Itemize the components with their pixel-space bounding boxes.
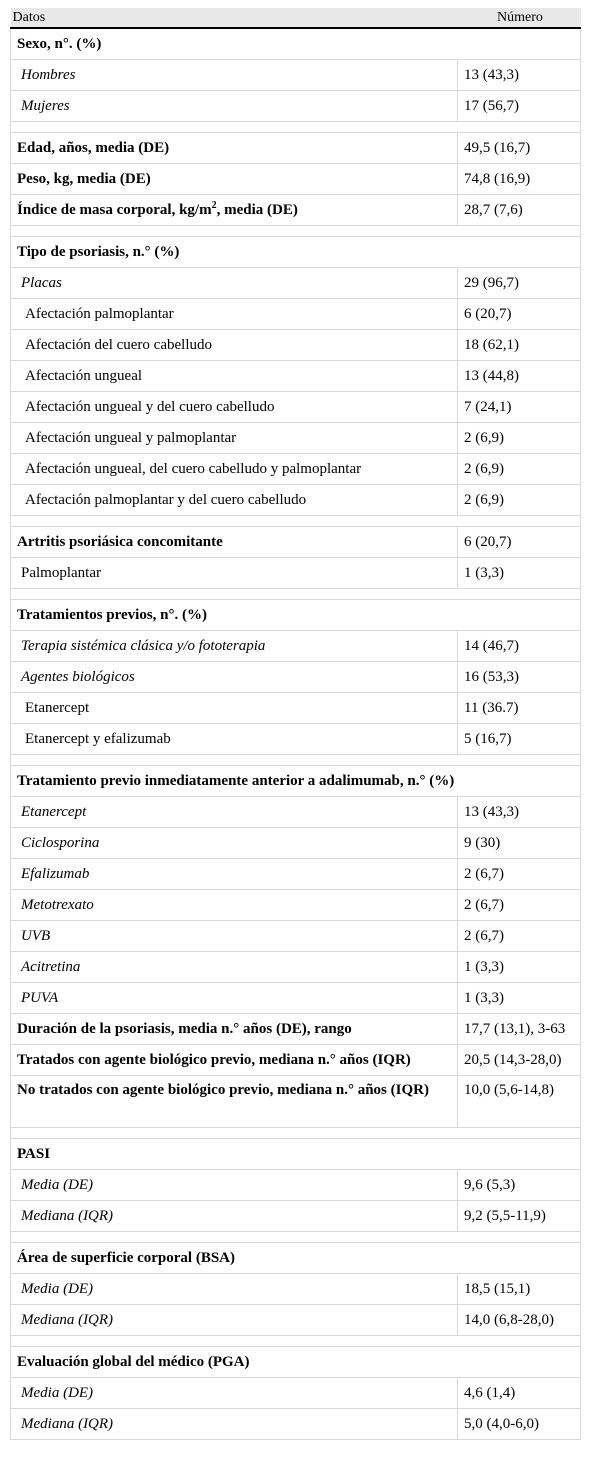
column-header-numero: Número [458, 8, 581, 28]
table-row [11, 558, 581, 589]
row-label: Afectación ungueal y del cuero cabelludo [11, 392, 458, 423]
row-label-text: Índice de masa corporal, kg/m [17, 202, 212, 218]
table-row [11, 1409, 581, 1440]
row-value: 6 (20,7) [458, 527, 581, 558]
spacer-cell [11, 122, 581, 133]
row-label: Afectación ungueal y palmoplantar [11, 423, 458, 454]
table-body [11, 28, 581, 1440]
section-header: Sexo, n°. (%) [11, 28, 581, 60]
row-label: Afectación del cuero cabelludo [11, 330, 458, 361]
row-label: No tratados con agente biológico previo, mediana n.° años (IQR) [11, 1076, 458, 1128]
table-row [11, 1201, 581, 1232]
row-value: 9,2 (5,5-11,9) [458, 1201, 581, 1232]
spacer-cell [11, 589, 581, 600]
row-value: 1 (3,3) [458, 558, 581, 589]
spacer-row [11, 122, 581, 133]
spacer-row [11, 516, 581, 527]
row-value: 6 (20,7) [458, 299, 581, 330]
row-value: 7 (24,1) [458, 392, 581, 423]
table-row [11, 361, 581, 392]
row-value: 2 (6,7) [458, 890, 581, 921]
spacer-row [11, 226, 581, 237]
table-row [11, 527, 581, 558]
table-row [11, 299, 581, 330]
table-row [11, 631, 581, 662]
section-header: Tratamiento previo inmediatamente anterior a adalimumab, n.° (%) [11, 766, 581, 797]
row-label: Acitretina [11, 952, 458, 983]
table-row [11, 485, 581, 516]
row-label: Afectación palmoplantar [11, 299, 458, 330]
row-label: Etanercept [11, 693, 458, 724]
row-value: 18 (62,1) [458, 330, 581, 361]
row-label: Mujeres [11, 91, 458, 122]
table-row [11, 1045, 581, 1076]
table-row [11, 133, 581, 164]
row-label: Afectación palmoplantar y del cuero cabelludo [11, 485, 458, 516]
table-row [11, 454, 581, 485]
table-row [11, 1014, 581, 1045]
row-label: Afectación ungueal [11, 361, 458, 392]
row-value: 29 (96,7) [458, 268, 581, 299]
row-value: 10,0 (5,6-14,8) [458, 1076, 581, 1128]
spacer-cell [11, 226, 581, 237]
row-value: 2 (6,9) [458, 485, 581, 516]
spacer-cell [11, 1336, 581, 1347]
row-value: 5 (16,7) [458, 724, 581, 755]
spacer-row [11, 589, 581, 600]
row-value: 2 (6,7) [458, 859, 581, 890]
row-label: Hombres [11, 60, 458, 91]
table-row [11, 983, 581, 1014]
row-label: Agentes biológicos [11, 662, 458, 693]
row-label [11, 195, 458, 226]
row-value: 1 (3,3) [458, 983, 581, 1014]
table-row [11, 1170, 581, 1201]
row-label: PUVA [11, 983, 458, 1014]
section-header-row [11, 28, 581, 60]
row-label: Palmoplantar [11, 558, 458, 589]
section-header: Área de superficie corporal (BSA) [11, 1243, 581, 1274]
row-label: Mediana (IQR) [11, 1305, 458, 1336]
patient-characteristics-table [10, 8, 581, 1440]
table-row [11, 1305, 581, 1336]
section-header-row [11, 1347, 581, 1378]
column-header-datos: Datos [11, 8, 458, 28]
spacer-row [11, 1128, 581, 1139]
row-label: Media (DE) [11, 1170, 458, 1201]
table-row [11, 330, 581, 361]
table-row [11, 1076, 581, 1128]
spacer-row [11, 1232, 581, 1243]
row-value: 13 (43,3) [458, 60, 581, 91]
row-label: Mediana (IQR) [11, 1409, 458, 1440]
table-row [11, 693, 581, 724]
spacer-cell [11, 1232, 581, 1243]
section-header: Tratamientos previos, n°. (%) [11, 600, 581, 631]
row-value: 2 (6,7) [458, 921, 581, 952]
section-header-row [11, 766, 581, 797]
section-header-row [11, 600, 581, 631]
row-value: 2 (6,9) [458, 423, 581, 454]
row-value: 2 (6,9) [458, 454, 581, 485]
row-label: Efalizumab [11, 859, 458, 890]
row-label: Edad, años, media (DE) [11, 133, 458, 164]
section-header: PASI [11, 1139, 581, 1170]
table-row [11, 1378, 581, 1409]
row-value: 17 (56,7) [458, 91, 581, 122]
table-row [11, 797, 581, 828]
row-value: 74,8 (16,9) [458, 164, 581, 195]
row-label: Etanercept y efalizumab [11, 724, 458, 755]
row-label: Placas [11, 268, 458, 299]
row-value: 28,7 (7,6) [458, 195, 581, 226]
table-row [11, 859, 581, 890]
table-row [11, 921, 581, 952]
table-row [11, 268, 581, 299]
section-header: Evaluación global del médico (PGA) [11, 1347, 581, 1378]
row-label: Ciclosporina [11, 828, 458, 859]
data-table-container [10, 8, 580, 1440]
row-value: 14,0 (6,8-28,0) [458, 1305, 581, 1336]
table-row [11, 392, 581, 423]
row-value: 49,5 (16,7) [458, 133, 581, 164]
table-row [11, 60, 581, 91]
table-row [11, 91, 581, 122]
row-label-text-after: , media (DE) [216, 202, 298, 218]
row-value: 13 (43,3) [458, 797, 581, 828]
row-value: 14 (46,7) [458, 631, 581, 662]
row-label: Afectación ungueal, del cuero cabelludo y palmoplantar [11, 454, 458, 485]
row-value: 1 (3,3) [458, 952, 581, 983]
table-row [11, 890, 581, 921]
row-label: Media (DE) [11, 1378, 458, 1409]
row-label-superscript: 2 [211, 200, 217, 211]
row-label: Peso, kg, media (DE) [11, 164, 458, 195]
row-label: Duración de la psoriasis, media n.° años (DE), rango [11, 1014, 458, 1045]
row-value: 13 (44,8) [458, 361, 581, 392]
table-row [11, 662, 581, 693]
row-label: Artritis psoriásica concomitante [11, 527, 458, 558]
table-row [11, 195, 581, 226]
table-row [11, 828, 581, 859]
table-row [11, 724, 581, 755]
row-value: 9 (30) [458, 828, 581, 859]
table-row [11, 423, 581, 454]
row-label: Mediana (IQR) [11, 1201, 458, 1232]
row-value: 4,6 (1,4) [458, 1378, 581, 1409]
spacer-row [11, 755, 581, 766]
row-label: UVB [11, 921, 458, 952]
row-value: 20,5 (14,3-28,0) [458, 1045, 581, 1076]
section-header-row [11, 1139, 581, 1170]
spacer-cell [11, 1128, 581, 1139]
table-header-row [11, 8, 581, 28]
row-label: Etanercept [11, 797, 458, 828]
section-header-row [11, 237, 581, 268]
spacer-cell [11, 755, 581, 766]
row-label: Terapia sistémica clásica y/o fototerapia [11, 631, 458, 662]
row-value: 9,6 (5,3) [458, 1170, 581, 1201]
section-header: Tipo de psoriasis, n.° (%) [11, 237, 581, 268]
row-value: 16 (53,3) [458, 662, 581, 693]
table-row [11, 1274, 581, 1305]
spacer-cell [11, 516, 581, 527]
row-label: Metotrexato [11, 890, 458, 921]
table-row [11, 164, 581, 195]
row-value: 11 (36.7) [458, 693, 581, 724]
row-label: Media (DE) [11, 1274, 458, 1305]
table-row [11, 952, 581, 983]
row-value: 5,0 (4,0-6,0) [458, 1409, 581, 1440]
row-label: Tratados con agente biológico previo, mediana n.° años (IQR) [11, 1045, 458, 1076]
spacer-row [11, 1336, 581, 1347]
row-value: 18,5 (15,1) [458, 1274, 581, 1305]
section-header-row [11, 1243, 581, 1274]
row-value: 17,7 (13,1), 3-63 [458, 1014, 581, 1045]
